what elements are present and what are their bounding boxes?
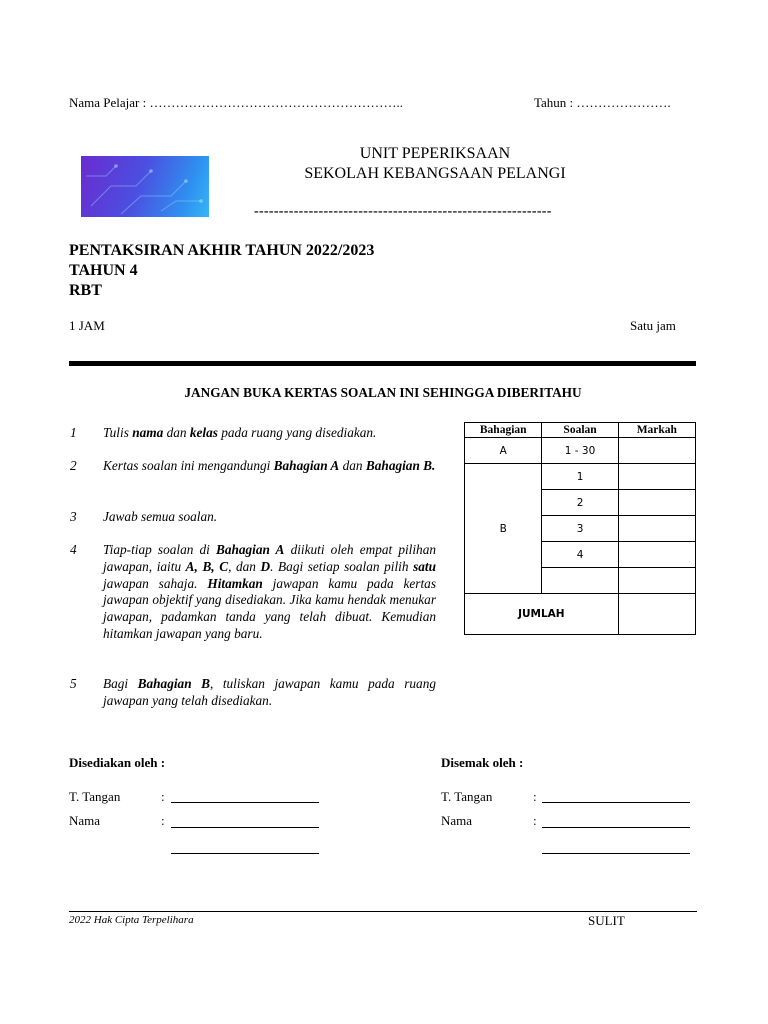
section-b-marks xyxy=(618,568,695,594)
exam-year: TAHUN 4 xyxy=(69,262,138,279)
checked-name-label: Nama xyxy=(441,813,473,828)
exam-title: PENTAKSIRAN AKHIR TAHUN 2022/2023 xyxy=(69,242,375,259)
exam-subject: RBT xyxy=(69,282,102,299)
header-bahagian: Bahagian xyxy=(465,423,542,438)
section-a-cell: A xyxy=(465,438,542,464)
duration-short: 1 JAM xyxy=(69,318,105,333)
duration-words: Satu jam xyxy=(630,318,676,333)
section-b-question-empty xyxy=(542,568,618,594)
colon: : xyxy=(161,789,165,804)
section-b-question: 4 xyxy=(542,542,618,568)
section-a-marks xyxy=(618,438,695,464)
colon: : xyxy=(533,813,537,828)
checked-by-label: Disemak oleh : xyxy=(441,755,524,770)
marks-table xyxy=(464,422,696,635)
thick-divider xyxy=(69,361,696,366)
section-b-marks xyxy=(618,516,695,542)
prepared-by-label: Disediakan oleh : xyxy=(69,755,166,770)
prepared-name-line xyxy=(171,827,319,828)
copyright-notice: 2022 Hak Cipta Terpelihara xyxy=(69,914,194,926)
section-b-marks xyxy=(618,542,695,568)
section-b-question: 3 xyxy=(542,516,618,542)
footer-divider xyxy=(69,911,697,912)
school-logo xyxy=(81,156,209,217)
section-b-cell: B xyxy=(465,464,542,594)
section-b-marks xyxy=(618,490,695,516)
section-b-marks xyxy=(618,464,695,490)
instruction-number: 4 xyxy=(70,542,77,557)
classification-label: SULIT xyxy=(588,913,625,928)
prepared-signature-label: T. Tangan xyxy=(69,789,121,804)
checked-name-line xyxy=(542,827,690,828)
section-a-range: 1 - 30 xyxy=(542,438,618,464)
total-marks xyxy=(618,594,695,635)
student-name-field: Nama Pelajar : ………………………………………………….. xyxy=(69,95,403,110)
checked-extra-line xyxy=(542,853,690,854)
colon: : xyxy=(533,789,537,804)
instruction-number: 2 xyxy=(70,458,77,473)
prepared-extra-line xyxy=(171,853,319,854)
header-markah: Markah xyxy=(618,423,695,438)
dashed-divider: ------------------------------------------------------------ xyxy=(254,204,552,219)
checked-signature-line xyxy=(542,802,690,803)
prepared-signature-line xyxy=(171,802,319,803)
instruction-number: 3 xyxy=(70,509,77,524)
section-b-question: 2 xyxy=(542,490,618,516)
warning-banner: JANGAN BUKA KERTAS SOALAN INI SEHINGGA DIBERITAHU xyxy=(184,385,582,400)
checked-signature-label: T. Tangan xyxy=(441,789,493,804)
prepared-name-label: Nama xyxy=(69,813,101,828)
year-field: Tahun : …………………. xyxy=(534,95,671,110)
section-b-question: 1 xyxy=(542,464,618,490)
total-label: JUMLAH xyxy=(465,594,619,635)
header-soalan: Soalan xyxy=(542,423,618,438)
instruction-number: 5 xyxy=(70,676,77,691)
colon: : xyxy=(161,813,165,828)
exam-unit-title: UNIT PEPERIKSAAN xyxy=(359,145,511,162)
school-name: SEKOLAH KEBANGSAAN PELANGI xyxy=(304,165,566,182)
instruction-number: 1 xyxy=(70,425,77,440)
